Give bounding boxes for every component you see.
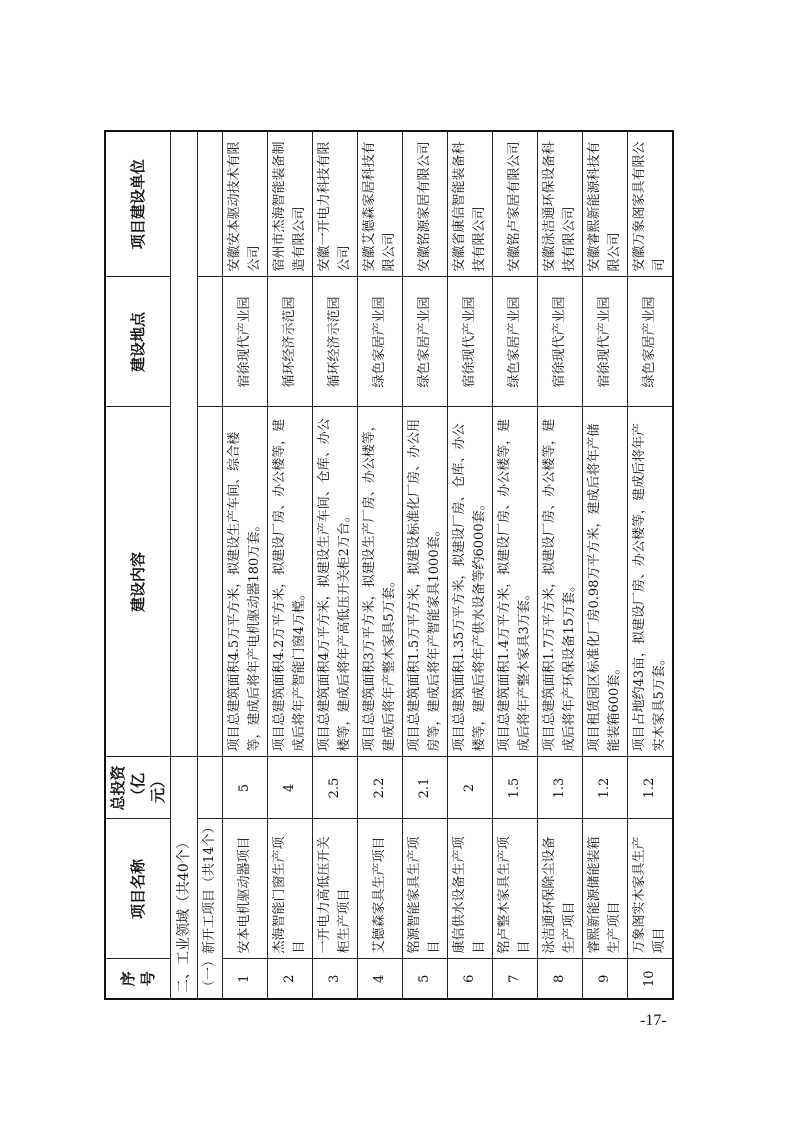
project-content: 项目总建筑面积1.7万平方米，拟建设厂房、办公楼等，建成后将年产环保设备15万套。	[538, 407, 583, 757]
project-location: 循环经济示范园	[268, 277, 313, 407]
project-name: 一开电力高低压开关柜生产项目	[313, 819, 358, 959]
table-row	[493, 131, 538, 999]
project-location: 绿色家居产业园	[628, 277, 674, 407]
row-number: 2	[268, 959, 313, 999]
rotated-page-content	[104, 132, 674, 1000]
project-unit: 安徽铭卢家居有限公司	[493, 131, 538, 277]
row-number: 7	[493, 959, 538, 999]
table-row	[268, 131, 313, 999]
section-title: 二、工业领域（共40个）	[171, 757, 198, 999]
subsection-empty	[198, 407, 223, 757]
page-number: -17-	[640, 1012, 667, 1029]
project-content: 项目总建筑面积1.4万平方米，拟建设厂房、办公楼等，建成后将年产整木家具3万套。	[493, 407, 538, 757]
header-name: 项目名称	[105, 819, 171, 959]
subsection-empty	[198, 277, 223, 407]
project-location: 宿徐现代产业园	[538, 277, 583, 407]
project-content: 项目总建筑面积4.2万平方米，拟建设厂房、办公楼等，建成后将年产智能门窗4万樘。	[268, 407, 313, 757]
project-table	[104, 130, 674, 1000]
row-number: 8	[538, 959, 583, 999]
project-location: 循环经济示范园	[313, 277, 358, 407]
project-content: 项目占地约43亩，拟建设厂房、办公楼等，建成后将年产实木家具5万套。	[628, 407, 674, 757]
project-unit: 安徽铭源家居有限公司	[403, 131, 448, 277]
project-name: 铭卢整木家具生产项目	[493, 819, 538, 959]
subsection-title: （一）新开工项目（共14个）	[198, 819, 223, 999]
header-investment: 总投资（亿元）	[105, 757, 171, 819]
row-number: 1	[223, 959, 268, 999]
table-row	[448, 131, 493, 999]
project-unit: 安徽万象阁家具有限公司	[628, 131, 674, 277]
row-number: 9	[583, 959, 628, 999]
project-unit: 安徽睿熙新能源科技有限公司	[583, 131, 628, 277]
investment-value: 5	[223, 757, 268, 819]
investment-value: 2.1	[403, 757, 448, 819]
header-no: 序号	[105, 959, 171, 999]
subsection-row	[198, 131, 223, 999]
row-number: 10	[628, 959, 674, 999]
project-unit: 宿州市杰海智能装备制造有限公司	[268, 131, 313, 277]
project-content: 项目总建筑面积4.5万平方米，拟建设生产车间、综合楼等，建成后将年产电机驱动器180万套。	[223, 407, 268, 757]
project-content: 项目总建筑面积1.35万平方米，拟建设厂房、仓库、办公楼等，建成后将年产供水设备等约6000套。	[448, 407, 493, 757]
project-location: 绿色家居产业园	[403, 277, 448, 407]
row-number: 5	[403, 959, 448, 999]
header-content: 建设内容	[105, 407, 171, 757]
investment-value: 2	[448, 757, 493, 819]
project-location: 绿色家居产业园	[358, 277, 403, 407]
project-name: 泳洁通环保除尘设备生产项目	[538, 819, 583, 959]
project-unit: 安徽艾德森家居科技有限公司	[358, 131, 403, 277]
subsection-empty	[198, 131, 223, 277]
investment-value: 4	[268, 757, 313, 819]
table-row	[313, 131, 358, 999]
table-row	[628, 131, 674, 999]
project-location: 宿徐现代产业园	[448, 277, 493, 407]
project-content: 项目租赁园区标准化厂房0.98万平方米，建成后将年产储能装箱600套。	[583, 407, 628, 757]
project-name: 杰海智能门窗生产项目	[268, 819, 313, 959]
project-unit: 安徽省康信智能装备科技有限公司	[448, 131, 493, 277]
header-location: 建设地点	[105, 277, 171, 407]
row-number: 4	[358, 959, 403, 999]
project-unit: 安徽安本驱动技术有限公司	[223, 131, 268, 277]
investment-value: 1.3	[538, 757, 583, 819]
project-location: 宿徐现代产业园	[583, 277, 628, 407]
section-row	[171, 131, 198, 999]
project-name: 艾德森家具生产项目	[358, 819, 403, 959]
row-number: 6	[448, 959, 493, 999]
project-name: 铭源智能家具生产项目	[403, 819, 448, 959]
project-unit: 安徽一开电力科技有限公司	[313, 131, 358, 277]
project-name: 康信供水设备生产项目	[448, 819, 493, 959]
project-name: 睿熙新能源储能装箱生产项目	[583, 819, 628, 959]
table-row	[223, 131, 268, 999]
investment-value: 1.2	[628, 757, 674, 819]
table-row	[538, 131, 583, 999]
project-unit: 安徽泳洁通环保设备科技有限公司	[538, 131, 583, 277]
section-empty	[171, 131, 198, 757]
investment-value: 1.5	[493, 757, 538, 819]
project-name: 安本电机驱动器项目	[223, 819, 268, 959]
header-unit: 项目建设单位	[105, 131, 171, 277]
row-number: 3	[313, 959, 358, 999]
table-row	[358, 131, 403, 999]
project-content: 项目总建筑面积3万平方米，拟建设生产厂房、办公楼等，建成后将年产整木家具5万套。	[358, 407, 403, 757]
project-content: 项目总建筑面积4万平方米，拟建设生产车间、仓库、办公楼等，建成后将年产高低压开关柜2万台。	[313, 407, 358, 757]
investment-value: 1.2	[583, 757, 628, 819]
project-location: 宿徐现代产业园	[223, 277, 268, 407]
subsection-empty	[198, 757, 223, 819]
table-row	[403, 131, 448, 999]
investment-value: 2.2	[358, 757, 403, 819]
table-row	[583, 131, 628, 999]
investment-value: 2.5	[313, 757, 358, 819]
header-row	[105, 131, 171, 999]
project-content: 项目总建筑面积1.5万平方米，拟建设标准化厂房、办公用房等，建成后将年产智能家具1000套。	[403, 407, 448, 757]
project-location: 绿色家居产业园	[493, 277, 538, 407]
project-name: 万象阁实木家具生产项目	[628, 819, 674, 959]
